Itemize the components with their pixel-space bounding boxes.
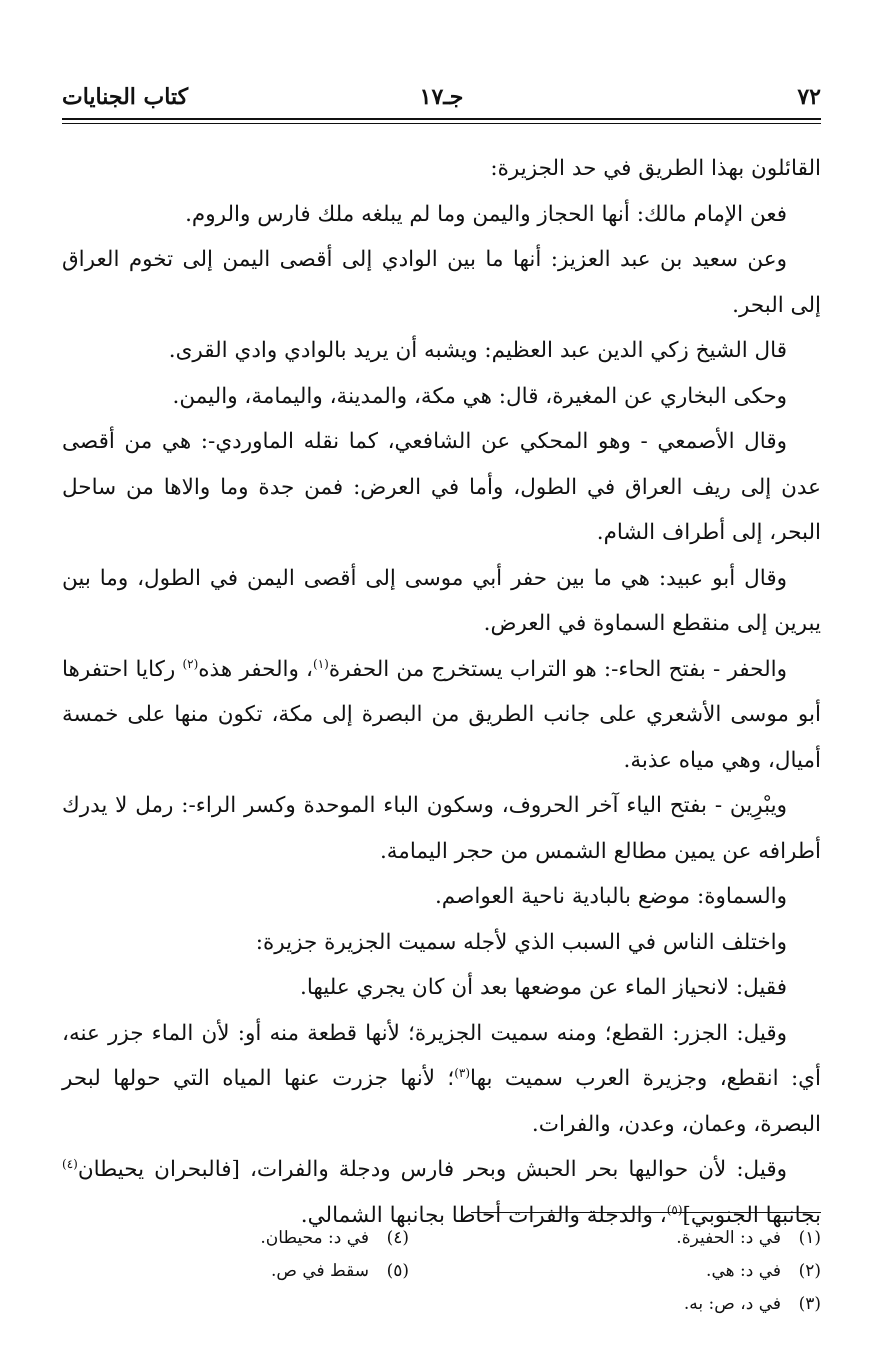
footnote-text: في د: هي. — [706, 1261, 781, 1281]
paragraph-6: وقال الأصمعي - وهو المحكي عن الشافعي، كما نقله الماوردي-: هي من أقصى عدن إلى ريف العراق في الطول، وأما في العرض: فمن جدة وما والاها من ساحل البحر، إلى أطراف الشام. — [62, 429, 821, 545]
paragraph-3: وعن سعيد بن عبد العزيز: أنها ما بين الوادي إلى أقصى اليمن إلى تخوم العراق إلى البحر. — [62, 247, 821, 318]
paragraph-8-part-c: ركايا احتفرها أبو موسى الأشعري على جانب الطريق من البصرة إلى مكة، تكون منها على خمسة أميال، وهي مياه عذبة. — [62, 656, 821, 773]
footnote-text: في د: الحفيرة. — [676, 1228, 781, 1248]
footnote-text: في د، ص: به. — [683, 1294, 781, 1314]
paragraph-2: فعن الإمام مالك: أنها الحجاز واليمن وما لم يبلغه ملك فارس والروم. — [185, 201, 787, 227]
footnote-ref-3: (٣) — [454, 1065, 471, 1080]
footnote-2 — [471, 1255, 821, 1288]
footnote-number: (٤) — [386, 1228, 409, 1248]
paragraph-13 — [62, 1011, 821, 1148]
paragraph-13-part-b: ؛ لأنها جزرت عنها المياه التي حولها لبحر البصرة، وعمان، وعدن، والفرات. — [62, 1066, 821, 1137]
paragraph-12: فقيل: لانحياز الماء عن موضعها بعد أن كان يجري عليها. — [299, 975, 787, 1000]
page-header — [62, 84, 821, 114]
paragraph-9: ويبْرِين - بفتح الياء آخر الحروف، وسكون الباء الموحدة وكسر الراء-: رمل لا يدرك أطرافه عن يمين مطالع الشمس من حجر اليمامة. — [62, 793, 821, 864]
paragraph-14-part-b: بجانبها الجنوبي] — [682, 1202, 821, 1228]
footnote-ref-2: (٢) — [182, 656, 199, 671]
footnote-text: سقط في ص. — [270, 1261, 369, 1281]
footnote-number: (٣) — [798, 1294, 821, 1314]
paragraph-14-part-a: وقيل: لأن حواليها بحر الحبش وبحر فارس ودجلة والفرات، [فالبحران يحيطان — [77, 1157, 787, 1182]
paragraph-10: والسماوة: موضع بالبادية ناحية العواصم. — [434, 884, 787, 909]
page-number: ٧٢ — [797, 84, 821, 110]
footnote-1 — [471, 1222, 821, 1255]
paragraph-5: وحكى البخاري عن المغيرة، قال: هي مكة، والمدينة، واليمامة، واليمن. — [172, 383, 787, 409]
header-rule-thick — [62, 118, 821, 120]
footnote-number: (٢) — [798, 1261, 821, 1281]
paragraph-8 — [62, 647, 821, 784]
paragraph-4: قال الشيخ زكي الدين عبد العظيم: ويشبه أن يريد بالوادي وادي القرى. — [168, 338, 787, 363]
footnote-number: (١) — [798, 1228, 821, 1248]
footnote-3 — [471, 1288, 821, 1321]
footnote-number: (٥) — [386, 1261, 409, 1281]
main-text — [62, 146, 821, 1238]
volume-number: جـ١٧ — [419, 84, 464, 110]
book-title: كتاب الجنايات — [62, 84, 189, 110]
header-rule-thin — [62, 123, 821, 124]
footnote-text: في د: محيطان. — [260, 1228, 369, 1248]
footnotes-column-right — [471, 1222, 821, 1321]
footnote-4 — [59, 1222, 409, 1255]
footnote-5 — [59, 1255, 409, 1288]
paragraph-8-part-b: ، والحفر هذه — [198, 656, 313, 682]
footnote-ref-1: (١) — [313, 656, 329, 671]
paragraph-13-part-a: وقيل: الجزر: القطع؛ ومنه سميت الجزيرة؛ لأنها قطعة منه أو: لأن الماء جزر عنه، أي: انقطع، وجزيرة العرب سميت بها — [62, 1020, 821, 1091]
paragraph-11: واختلف الناس في السبب الذي لأجله سميت الجزيرة جزيرة: — [255, 929, 787, 955]
paragraph-14-part-c: ، والدجلة والفرات أحاطا بجانبها الشمالي. — [300, 1202, 667, 1228]
paragraph-7: وقال أبو عبيد: هي ما بين حفر أبي موسى إلى أقصى اليمن في الطول، وما بين يبرين إلى منقطع السماوة في العرض. — [62, 565, 821, 636]
footnote-ref-4: (٤) — [62, 1156, 78, 1171]
footnote-separator — [471, 1212, 821, 1213]
footnote-ref-5: (٥) — [666, 1202, 683, 1217]
paragraph-1: القائلون بهذا الطريق في حد الجزيرة: — [490, 156, 821, 181]
footnotes-column-left — [59, 1222, 409, 1288]
paragraph-8-part-a: والحفر - بفتح الحاء-: هو التراب يستخرج من الحفرة — [328, 656, 787, 682]
